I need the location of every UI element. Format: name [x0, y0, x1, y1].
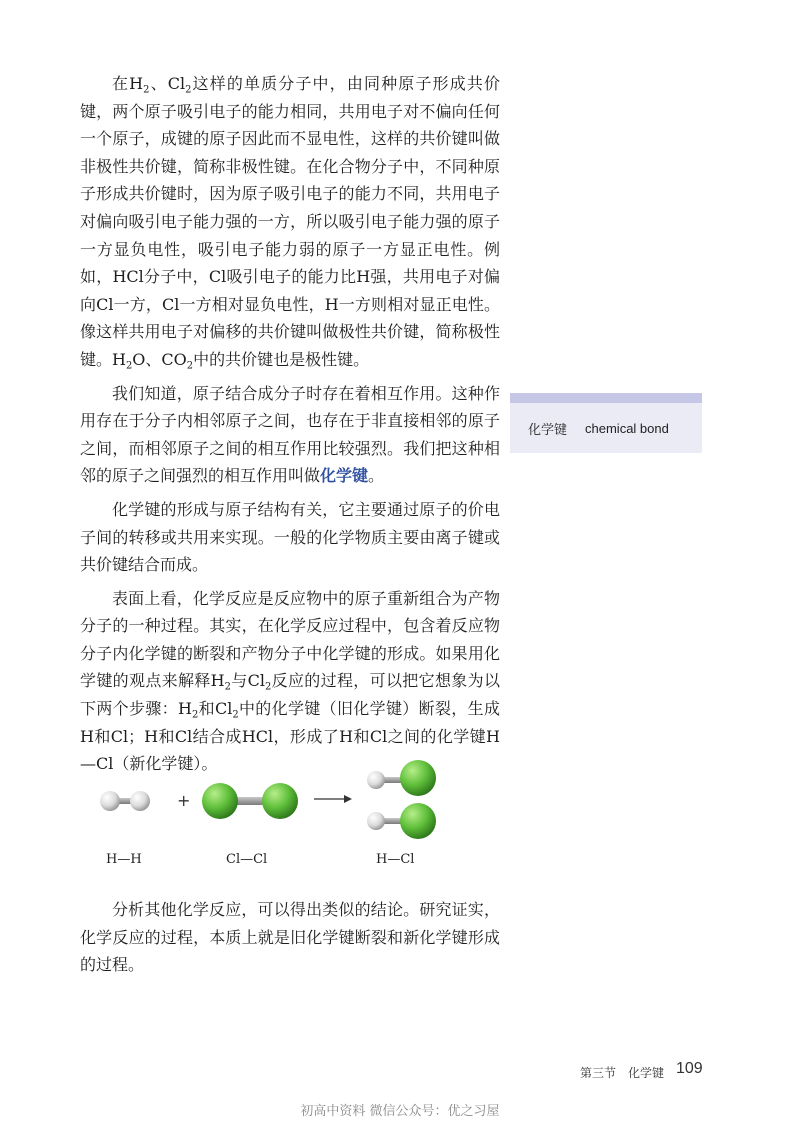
main-text [80, 70, 500, 778]
plus-sign: + [177, 791, 191, 810]
glossary-box [510, 403, 702, 453]
paragraph-chemical-bond-definition: 我们知道，原子结合成分子时存在着相互作用。这种作用存在于分子内相邻原子之间，也存在于非直接相邻的原子之间，而相邻原子之间的相互作用比较强烈。我们把这种相邻的原子之间强烈的相互作用叫做化学键。 [80, 383, 500, 486]
hcl-molecule [367, 803, 436, 839]
reaction-diagram [80, 756, 500, 852]
paragraph-bond-formation: 化学键的形成与原子结构有关，它主要通过原子的价电子间的转移或共用来实现。一般的化学物质主要由离子键或共价键结合而成。 [80, 499, 500, 575]
glossary-term-zh: 化学键 [528, 421, 568, 437]
chlorine-atom [400, 760, 436, 796]
h2-molecule [100, 791, 150, 811]
label-cl2: Cl—Cl [226, 852, 268, 867]
conclusion-text [80, 896, 500, 979]
paragraph-reaction-process: 表面上看，化学反应是反应物中的原子重新组合为产物分子的一种过程。其实，在化学反应过程中，包含着反应物分子内化学键的断裂和产物分子中化学键的形成。如果用化学键的观点来解释$H_2$与$Cl_2$反应的过程，可以把它想象为以下两个步骤：$H_2$和$Cl_2$中的化学键（旧化学键）断裂，生成H和Cl；H和Cl结合成HCl，形成了H和Cl之间的化学键H—Cl（新化学键）。 [80, 588, 500, 774]
label-hcl: H—Cl [376, 852, 415, 867]
reaction-figure [80, 756, 500, 876]
hydrogen-atom [367, 812, 385, 830]
hydrogen-atom [100, 791, 120, 811]
hydrogen-atom [130, 791, 150, 811]
paragraph-conclusion: 分析其他化学反应，可以得出类似的结论。研究证实，化学反应的过程，本质上就是旧化学键断裂和新化学键形成的过程。 [80, 900, 500, 975]
glossary-sidebar [510, 393, 702, 453]
sidebar-accent-bar [510, 393, 702, 403]
label-h2: H—H [106, 852, 142, 867]
chlorine-atom [400, 803, 436, 839]
chlorine-atom [202, 783, 238, 819]
hydrogen-atom [367, 771, 385, 789]
section-footer: 第三节 化学键 [580, 1066, 665, 1080]
watermark-text: 初高中资料 微信公众号：优之习屋 [300, 1104, 500, 1119]
reaction-arrow [314, 795, 352, 803]
page-number: 109 [676, 1060, 703, 1077]
chlorine-atom [262, 783, 298, 819]
hcl-molecule [367, 760, 436, 796]
cl2-molecule [202, 783, 298, 819]
paragraph-polar-nonpolar: 在$H_2$、$Cl_2$这样的单质分子中，由同种原子形成共价键，两个原子吸引电子的能力相同，共用电子对不偏向任何一个原子，成键的原子因此而不显电性，这样的共价键叫做非极性共价键，简称非极性键。在化合物分子中，不同种原子形成共价键时，因为原子吸引电子的能力不同，共用电子对偏向吸引电子能力强的一方，所以吸引电子能力强的原子一方显负电性，吸引电子能力弱的原子一方显正电性。例如，HCl分子中，Cl吸引电子的能力比H强，共用电子对偏向Cl一方，Cl一方相对显负电性，H一方则相对显正电性。像这样共用电子对偏移的共价键叫做极性共价键，简称极性键。$H_2O$、$CO_2$中的共价键也是极性键。 [80, 74, 500, 372]
glossary-term-en: chemical bond [585, 420, 669, 436]
term-chemical-bond: 化学键 [320, 466, 369, 486]
